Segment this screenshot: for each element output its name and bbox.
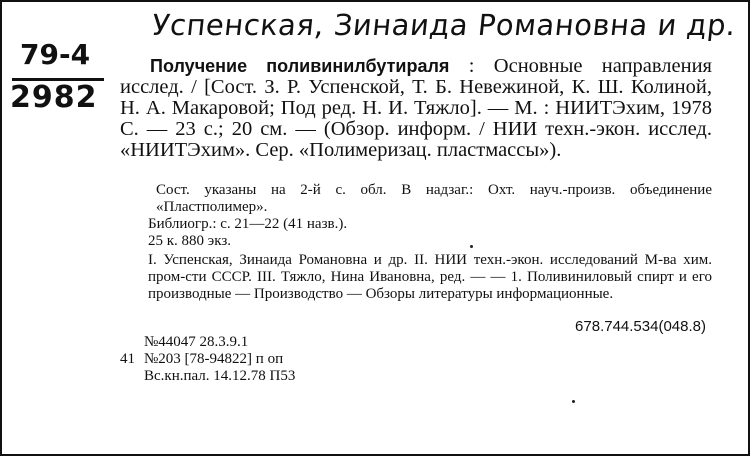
notes-compilers — [120, 182, 712, 216]
handwritten-author: Успенская, Зинаида Романовна и др. — [150, 8, 738, 42]
registry-line-2-text: №203 [78-94822] п оп — [144, 351, 284, 367]
registry-line-2 — [120, 351, 295, 368]
entry-body: : Основные направления исслед. / [Сост. З. Р. Успенской, Т. Б. Невежиной, К. Ш. Колиной, Н. А. Макаровой; Под ред. Н. И. Тяжло]. — М. : НИИТЭхим, 1978 С. — 23 с.; 20 см. — (Обзор. информ. / НИИ техн.-экон. исслед. «НИИТЭхим». Сер. «Полимеризац. пластмассы»). — [120, 55, 712, 161]
registry-numbers — [120, 334, 295, 385]
tracing-text: I. Успенская, Зинаида Романовна и др. II. НИИ техн.-экон. исследований М-ва хим. пром-сти СССР. III. Тяжло, Нина Ивановна, ред. — — 1. Поливиниловый спирт и его производные — Производство — Обзоры литературы информационные. — [148, 252, 712, 302]
registry-line-2-lead: 41 — [120, 351, 135, 367]
tracing — [120, 252, 712, 303]
bibliographic-entry — [120, 56, 712, 161]
speck-mark — [572, 400, 575, 403]
speck-mark — [470, 245, 473, 248]
udc-code: 678.744.534(048.8) — [575, 318, 706, 335]
registry-line-1: №44047 28.3.9.1 — [144, 334, 249, 350]
notes-compilers-text: Сост. указаны на 2-й с. обл. В надзаг.: Охт. науч.-произв. объединение «Пластполимер». — [156, 182, 712, 215]
registry-line-3: Вс.кн.пал. 14.12.78 П53 — [144, 368, 296, 384]
notes-copies: 25 к. 880 экз. — [148, 233, 231, 249]
entry-title: Получение поливинилбутираля — [150, 56, 450, 76]
notes-bibliography: Библиогр.: с. 21—22 (41 назв.). — [148, 216, 348, 232]
call-number-bottom: 2982 — [10, 80, 98, 115]
call-number-top: 79-4 — [20, 38, 91, 71]
